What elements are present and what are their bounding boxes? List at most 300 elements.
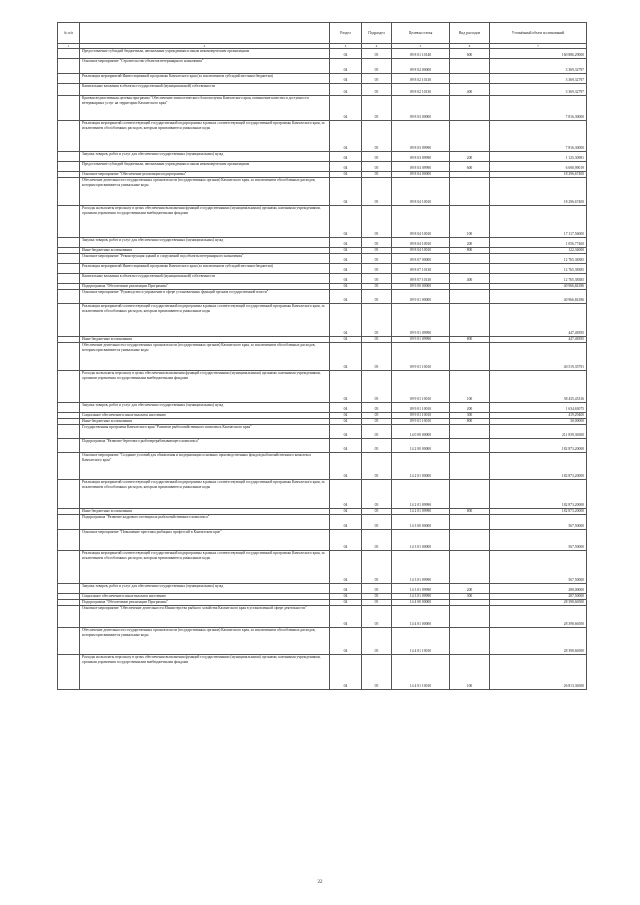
cell-section: 04 bbox=[330, 480, 362, 509]
table-row bbox=[58, 121, 587, 152]
cell-subsection: 05 bbox=[362, 584, 392, 594]
cell-name: Краевая ведомственная целевая программа "Обеспечение эпизоотического благополучия Камчатского края, повышение качества и доступности ветеринарных услуг на территории Камчатского края" bbox=[80, 96, 330, 121]
cell-subsection: 05 bbox=[362, 655, 392, 690]
cell-amount: 18 296,67400 bbox=[490, 178, 587, 206]
cell-amount: 122,34000 bbox=[490, 248, 587, 254]
cell-name: Закупка товаров, работ и услуг для обеспечения государственных (муниципальных) нужд bbox=[80, 238, 330, 248]
cell-amount: 182 873,20000 bbox=[490, 509, 587, 515]
col-number: 7 bbox=[490, 44, 587, 49]
cell-subsection: 05 bbox=[362, 178, 392, 206]
cell-article: 09 8 03 09990 bbox=[392, 162, 450, 172]
cell-no bbox=[58, 606, 80, 628]
cell-subsection: 05 bbox=[362, 600, 392, 606]
cell-no bbox=[58, 74, 80, 84]
appropriations-table bbox=[57, 22, 587, 690]
cell-expense-type: 200 bbox=[450, 403, 490, 413]
cell-name: Основное мероприятие "Обеспечение деятельности Министерства рыбного хозяйства Камчатского края в установленной сфере деятельности" bbox=[80, 606, 330, 628]
cell-amount: 567,50000 bbox=[490, 530, 587, 551]
cell-subsection: 05 bbox=[362, 403, 392, 413]
cell-name: Подпрограмма "Обеспечение реализации Программы" bbox=[80, 284, 330, 290]
cell-subsection: 05 bbox=[362, 509, 392, 515]
header-name bbox=[80, 23, 330, 44]
table-row bbox=[58, 274, 587, 284]
cell-section: 04 bbox=[330, 238, 362, 248]
cell-no bbox=[58, 403, 80, 413]
table-row bbox=[58, 238, 587, 248]
cell-name: Закупка товаров, работ и услуг для обеспечения государственных (муниципальных) нужд bbox=[80, 152, 330, 162]
col-number: 3 bbox=[330, 44, 362, 49]
cell-section: 04 bbox=[330, 284, 362, 290]
cell-no bbox=[58, 178, 80, 206]
cell-amount: 28 398,66500 bbox=[490, 600, 587, 606]
cell-expense-type: 200 bbox=[450, 238, 490, 248]
cell-expense-type bbox=[450, 121, 490, 152]
cell-subsection: 05 bbox=[362, 480, 392, 509]
table-row bbox=[58, 304, 587, 337]
cell-article: 09 8 04 10010 bbox=[392, 238, 450, 248]
cell-subsection: 05 bbox=[362, 371, 392, 403]
cell-amount: 12 765,38385 bbox=[490, 264, 587, 274]
cell-section: 04 bbox=[330, 606, 362, 628]
cell-amount: 182 873,20000 bbox=[490, 480, 587, 509]
cell-article: 09 8 03 00000 bbox=[392, 96, 450, 121]
cell-amount: 567,50000 bbox=[490, 515, 587, 530]
table-row bbox=[58, 425, 587, 439]
cell-section: 04 bbox=[330, 403, 362, 413]
table-row bbox=[58, 343, 587, 371]
cell-name: Закупка товаров, работ и услуг для обеспечения государственных (муниципальных) нужд bbox=[80, 403, 330, 413]
cell-article: 14 3 01 09990 bbox=[392, 551, 450, 584]
cell-section: 04 bbox=[330, 206, 362, 238]
cell-subsection: 05 bbox=[362, 453, 392, 480]
cell-section: 04 bbox=[330, 59, 362, 74]
header-article: Целевая статья bbox=[392, 23, 450, 44]
cell-article: 14 2 01 09990 bbox=[392, 509, 450, 515]
cell-no bbox=[58, 274, 80, 284]
cell-no bbox=[58, 162, 80, 172]
table-row bbox=[58, 655, 587, 690]
cell-subsection: 05 bbox=[362, 413, 392, 419]
cell-subsection: 05 bbox=[362, 274, 392, 284]
cell-expense-type: 200 bbox=[450, 584, 490, 594]
cell-amount: 1 634,63075 bbox=[490, 403, 587, 413]
header-subsection: Подраздел bbox=[362, 23, 392, 44]
cell-subsection: 05 bbox=[362, 264, 392, 274]
cell-name: Основное мероприятие "Строительство объектов ветеринарного назначения" bbox=[80, 59, 330, 74]
cell-amount: 26 813,36500 bbox=[490, 655, 587, 690]
cell-article: 14 4 00 00000 bbox=[392, 600, 450, 606]
table-row bbox=[58, 178, 587, 206]
cell-subsection: 05 bbox=[362, 59, 392, 74]
cell-expense-type: 300 bbox=[450, 413, 490, 419]
cell-expense-type bbox=[450, 178, 490, 206]
cell-section: 04 bbox=[330, 84, 362, 96]
cell-expense-type bbox=[450, 480, 490, 509]
cell-section: 04 bbox=[330, 290, 362, 304]
cell-name: Расходы на выплаты персоналу в целях обеспечения выполнения функций государственными (муниципальными) органами, казенными учреждениями, органами управления государственными внебюджетными фондами bbox=[80, 655, 330, 690]
cell-name: Расходы на выплаты персоналу в целях обеспечения выполнения функций государственными (муниципальными) органами, казенными учреждениями, органами управления государственными внебюджетными фондами bbox=[80, 371, 330, 403]
table-row bbox=[58, 515, 587, 530]
header-section: Раздел bbox=[330, 23, 362, 44]
cell-article: 09 9 01 10010 bbox=[392, 419, 450, 425]
cell-section: 04 bbox=[330, 178, 362, 206]
cell-article: 09 9 01 10010 bbox=[392, 403, 450, 413]
cell-subsection: 05 bbox=[362, 515, 392, 530]
cell-amount: 1 125,30981 bbox=[490, 152, 587, 162]
cell-no bbox=[58, 371, 80, 403]
cell-article: 09 8 02 00000 bbox=[392, 59, 450, 74]
cell-subsection: 05 bbox=[362, 530, 392, 551]
table-row bbox=[58, 162, 587, 172]
cell-no bbox=[58, 264, 80, 274]
cell-amount: 40 519,35791 bbox=[490, 343, 587, 371]
cell-subsection: 05 bbox=[362, 84, 392, 96]
cell-amount: 1 056,77400 bbox=[490, 238, 587, 248]
cell-name: Основное мероприятие "Создание условий для обновления и модернизации основных производственных фондов рыбохозяйственного комплекса Камчатского края" bbox=[80, 453, 330, 480]
cell-no bbox=[58, 304, 80, 337]
cell-subsection: 05 bbox=[362, 254, 392, 264]
cell-section: 04 bbox=[330, 425, 362, 439]
cell-expense-type: 100 bbox=[450, 206, 490, 238]
cell-name: Капитальные вложения в объекты государственной (муниципальной) собственности bbox=[80, 274, 330, 284]
cell-no bbox=[58, 655, 80, 690]
cell-expense-type: 400 bbox=[450, 274, 490, 284]
cell-amount: 40 966,84186 bbox=[490, 290, 587, 304]
cell-expense-type: 100 bbox=[450, 371, 490, 403]
cell-section: 04 bbox=[330, 172, 362, 178]
cell-name: Иные бюджетные ассигнования bbox=[80, 248, 330, 254]
cell-section: 04 bbox=[330, 274, 362, 284]
cell-expense-type: 300 bbox=[450, 594, 490, 600]
cell-amount: 7 816,30000 bbox=[490, 121, 587, 152]
cell-article: 09 9 01 09990 bbox=[392, 337, 450, 343]
cell-amount: 12 765,38385 bbox=[490, 254, 587, 264]
cell-name: Социальное обеспечение и иные выплаты населению bbox=[80, 413, 330, 419]
cell-article: 14 4 01 10010 bbox=[392, 628, 450, 655]
cell-article: 09 9 01 10010 bbox=[392, 371, 450, 403]
cell-expense-type bbox=[450, 606, 490, 628]
cell-no bbox=[58, 480, 80, 509]
cell-name: Подпрограмма "Развитие берегового рыбоперерабатывающего комплекса" bbox=[80, 439, 330, 453]
cell-section: 04 bbox=[330, 515, 362, 530]
cell-name: Расходы на выплаты персоналу в целях обеспечения выполнения функций государственными (муниципальными) органами, казенными учреждениями, органами управления государственными внебюджетными фондами bbox=[80, 206, 330, 238]
cell-article: 14 3 01 09990 bbox=[392, 594, 450, 600]
cell-amount: 287,50000 bbox=[490, 594, 587, 600]
cell-subsection: 05 bbox=[362, 628, 392, 655]
cell-subsection: 05 bbox=[362, 304, 392, 337]
cell-article: 09 8 04 00000 bbox=[392, 172, 450, 178]
cell-name: Реализация мероприятий Инвестиционной программы Камчатского края (за исключением субсидий местным бюджетам) bbox=[80, 264, 330, 274]
cell-subsection: 05 bbox=[362, 162, 392, 172]
cell-amount: 7 816,30000 bbox=[490, 96, 587, 121]
cell-expense-type bbox=[450, 530, 490, 551]
cell-name: Иные бюджетные ассигнования bbox=[80, 337, 330, 343]
cell-name: Основное мероприятие "Обеспечение реализации подпрограммы" bbox=[80, 172, 330, 178]
cell-article: 09 8 02 10130 bbox=[392, 74, 450, 84]
cell-no bbox=[58, 49, 80, 59]
cell-amount: 160 886,29000 bbox=[490, 49, 587, 59]
cell-amount: 419,29400 bbox=[490, 413, 587, 419]
table-row bbox=[58, 628, 587, 655]
cell-amount: 280,00000 bbox=[490, 584, 587, 594]
col-number: 2 bbox=[80, 44, 330, 49]
table-body bbox=[58, 49, 587, 690]
cell-name: Подпрограмма "Развитие кадрового потенциала рыбохозяйственного комплекса" bbox=[80, 515, 330, 530]
cell-amount: 3 369,32797 bbox=[490, 59, 587, 74]
header-no: № п/п bbox=[58, 23, 80, 44]
cell-no bbox=[58, 343, 80, 371]
table-row bbox=[58, 74, 587, 84]
cell-article: 14 3 01 09990 bbox=[392, 584, 450, 594]
table-row bbox=[58, 84, 587, 96]
table-row bbox=[58, 584, 587, 594]
cell-amount: 447,48395 bbox=[490, 304, 587, 337]
cell-subsection: 05 bbox=[362, 425, 392, 439]
cell-article: 09 9 01 10010 bbox=[392, 343, 450, 371]
cell-section: 04 bbox=[330, 264, 362, 274]
cell-section: 04 bbox=[330, 419, 362, 425]
page-number: 22 bbox=[317, 880, 323, 885]
cell-article: 14 2 01 09990 bbox=[392, 480, 450, 509]
cell-no bbox=[58, 530, 80, 551]
table-row bbox=[58, 264, 587, 274]
cell-no bbox=[58, 59, 80, 74]
cell-expense-type bbox=[450, 304, 490, 337]
cell-name: Реализация мероприятий соответствующей государственной подпрограммы в рамках соответствующей государственной программы Камчатского края, за исключением обособленных расходов, которым присваиваются уникальные коды bbox=[80, 304, 330, 337]
cell-section: 04 bbox=[330, 337, 362, 343]
cell-expense-type bbox=[450, 343, 490, 371]
cell-article: 09 8 03 09990 bbox=[392, 121, 450, 152]
cell-section: 04 bbox=[330, 600, 362, 606]
cell-no bbox=[58, 206, 80, 238]
cell-name: Закупка товаров, работ и услуг для обеспечения государственных (муниципальных) нужд bbox=[80, 584, 330, 594]
cell-section: 04 bbox=[330, 439, 362, 453]
cell-no bbox=[58, 290, 80, 304]
cell-amount: 182 873,20000 bbox=[490, 439, 587, 453]
cell-expense-type bbox=[450, 628, 490, 655]
table-row bbox=[58, 96, 587, 121]
cell-subsection: 05 bbox=[362, 594, 392, 600]
cell-no bbox=[58, 584, 80, 594]
table-header-row bbox=[58, 23, 587, 44]
cell-expense-type: 200 bbox=[450, 152, 490, 162]
cell-expense-type bbox=[450, 425, 490, 439]
cell-name: Предоставление субсидий бюджетным, автономным учреждениям и иным некоммерческим организациям bbox=[80, 162, 330, 172]
cell-amount: 40 966,84186 bbox=[490, 284, 587, 290]
cell-subsection: 05 bbox=[362, 290, 392, 304]
cell-amount: 6 690,99019 bbox=[490, 162, 587, 172]
cell-expense-type: 600 bbox=[450, 49, 490, 59]
cell-amount: 567,50000 bbox=[490, 551, 587, 584]
cell-article: 14 3 00 00000 bbox=[392, 515, 450, 530]
cell-name: Иные бюджетные ассигнования bbox=[80, 419, 330, 425]
cell-expense-type: 600 bbox=[450, 162, 490, 172]
cell-amount: 182 873,20000 bbox=[490, 453, 587, 480]
cell-no bbox=[58, 628, 80, 655]
cell-name: Государственная программа Камчатского края "Развитие рыбохозяйственного комплекса Камчатского края" bbox=[80, 425, 330, 439]
cell-subsection: 05 bbox=[362, 284, 392, 290]
cell-amount: 17 117,56000 bbox=[490, 206, 587, 238]
cell-subsection: 05 bbox=[362, 419, 392, 425]
cell-section: 04 bbox=[330, 74, 362, 84]
cell-amount: 18 296,67400 bbox=[490, 172, 587, 178]
budget-document bbox=[57, 22, 586, 690]
table-row bbox=[58, 551, 587, 584]
cell-article: 09 8 04 10010 bbox=[392, 206, 450, 238]
col-number: 5 bbox=[392, 44, 450, 49]
cell-amount: 38 435,43316 bbox=[490, 371, 587, 403]
cell-article: 14 0 00 00000 bbox=[392, 425, 450, 439]
cell-section: 04 bbox=[330, 655, 362, 690]
cell-section: 04 bbox=[330, 121, 362, 152]
cell-article: 09 8 03 09990 bbox=[392, 152, 450, 162]
cell-amount: 12 765,38385 bbox=[490, 274, 587, 284]
col-number: 1 bbox=[58, 44, 80, 49]
cell-article: 09 8 07 10130 bbox=[392, 264, 450, 274]
cell-expense-type: 100 bbox=[450, 655, 490, 690]
cell-subsection: 05 bbox=[362, 74, 392, 84]
cell-expense-type bbox=[450, 515, 490, 530]
cell-no bbox=[58, 425, 80, 439]
cell-subsection: 05 bbox=[362, 551, 392, 584]
cell-section: 04 bbox=[330, 371, 362, 403]
cell-section: 04 bbox=[330, 628, 362, 655]
table-row bbox=[58, 403, 587, 413]
cell-section: 04 bbox=[330, 96, 362, 121]
cell-subsection: 05 bbox=[362, 337, 392, 343]
cell-expense-type: 800 bbox=[450, 337, 490, 343]
cell-section: 04 bbox=[330, 254, 362, 264]
col-number: 4 bbox=[362, 44, 392, 49]
table-row bbox=[58, 254, 587, 264]
table-row bbox=[58, 152, 587, 162]
cell-article: 09 9 00 00000 bbox=[392, 284, 450, 290]
cell-section: 04 bbox=[330, 152, 362, 162]
cell-expense-type bbox=[450, 290, 490, 304]
cell-section: 04 bbox=[330, 584, 362, 594]
cell-no bbox=[58, 121, 80, 152]
cell-name: Реализация мероприятий соответствующей государственной подпрограммы в рамках соответствующей государственной программы Камчатского края, за исключением обособленных расходов, которым присваиваются уникальные коды bbox=[80, 480, 330, 509]
cell-name: Основное мероприятие "Реконструкция зданий и сооружений под объекты ветеринарного назначения" bbox=[80, 254, 330, 264]
table-row bbox=[58, 290, 587, 304]
cell-expense-type bbox=[450, 453, 490, 480]
cell-no bbox=[58, 238, 80, 248]
cell-name: Обеспечение деятельности государственных органов власти (государственных органов) Камчатского края, за исключением обособленных расходов, которым присваиваются уникальные коды bbox=[80, 343, 330, 371]
cell-section: 04 bbox=[330, 453, 362, 480]
cell-name: Иные бюджетные ассигнования bbox=[80, 509, 330, 515]
cell-section: 04 bbox=[330, 248, 362, 254]
cell-section: 04 bbox=[330, 594, 362, 600]
cell-no bbox=[58, 439, 80, 453]
col-number: 6 bbox=[450, 44, 490, 49]
cell-amount: 3 369,32797 bbox=[490, 74, 587, 84]
cell-expense-type bbox=[450, 551, 490, 584]
cell-name: Реализация мероприятий Инвестиционной программы Камчатского края (за исключением субсидий местным бюджетам) bbox=[80, 74, 330, 84]
cell-subsection: 05 bbox=[362, 248, 392, 254]
cell-expense-type bbox=[450, 96, 490, 121]
cell-section: 04 bbox=[330, 413, 362, 419]
cell-name: Обеспечение деятельности государственных органов власти (государственных органов) Камчатского края, за исключением обособленных расходов, которым присваиваются уникальные коды bbox=[80, 628, 330, 655]
cell-article: 14 3 01 00000 bbox=[392, 530, 450, 551]
cell-subsection: 05 bbox=[362, 206, 392, 238]
cell-section: 04 bbox=[330, 304, 362, 337]
cell-expense-type: 800 bbox=[450, 419, 490, 425]
cell-subsection: 05 bbox=[362, 152, 392, 162]
cell-amount: 28 398,66500 bbox=[490, 606, 587, 628]
cell-article: 09 9 01 10010 bbox=[392, 413, 450, 419]
cell-expense-type bbox=[450, 439, 490, 453]
cell-no bbox=[58, 551, 80, 584]
table-row bbox=[58, 49, 587, 59]
cell-subsection: 05 bbox=[362, 49, 392, 59]
cell-article: 09 8 07 10130 bbox=[392, 274, 450, 284]
cell-name: Основное мероприятие "Руководство и управление в сфере установленных функций органов государственной власти" bbox=[80, 290, 330, 304]
cell-amount: 3 369,32797 bbox=[490, 84, 587, 96]
cell-subsection: 05 bbox=[362, 439, 392, 453]
table-row bbox=[58, 59, 587, 74]
table-row bbox=[58, 606, 587, 628]
cell-section: 04 bbox=[330, 530, 362, 551]
cell-subsection: 05 bbox=[362, 96, 392, 121]
cell-expense-type bbox=[450, 264, 490, 274]
cell-article: 09 8 07 00000 bbox=[392, 254, 450, 264]
cell-subsection: 05 bbox=[362, 238, 392, 248]
cell-subsection: 05 bbox=[362, 606, 392, 628]
table-row bbox=[58, 453, 587, 480]
cell-name: Обеспечение деятельности государственных органов власти (государственных органов) Камчатского края, за исключением обособленных расходов, которым присваиваются уникальные коды bbox=[80, 178, 330, 206]
cell-subsection: 05 bbox=[362, 121, 392, 152]
header-expense-type: Вид расходов bbox=[450, 23, 490, 44]
table-row bbox=[58, 480, 587, 509]
cell-article: 09 8 01 10140 bbox=[392, 49, 450, 59]
cell-name: Реализация мероприятий соответствующей государственной подпрограммы в рамках соответствующей государственной программы Камчатского края, за исключением обособленных расходов, которым присваиваются уникальные коды bbox=[80, 551, 330, 584]
cell-section: 04 bbox=[330, 343, 362, 371]
cell-no bbox=[58, 515, 80, 530]
cell-no bbox=[58, 152, 80, 162]
table-row bbox=[58, 439, 587, 453]
cell-amount: 211 839,36500 bbox=[490, 425, 587, 439]
cell-subsection: 05 bbox=[362, 172, 392, 178]
cell-name: Капитальные вложения в объекты государственной (муниципальной) собственности bbox=[80, 84, 330, 96]
header-amount: Уточнённый объем ассигнований bbox=[490, 23, 587, 44]
cell-no bbox=[58, 96, 80, 121]
cell-amount: 447,48395 bbox=[490, 337, 587, 343]
cell-name: Основное мероприятие "Повышение престижа рыбацких профессий в Камчатском крае" bbox=[80, 530, 330, 551]
cell-expense-type: 800 bbox=[450, 248, 490, 254]
cell-expense-type bbox=[450, 254, 490, 264]
cell-article: 14 2 01 00000 bbox=[392, 453, 450, 480]
cell-name: Социальное обеспечение и иные выплаты населению bbox=[80, 594, 330, 600]
cell-expense-type bbox=[450, 74, 490, 84]
cell-section: 04 bbox=[330, 49, 362, 59]
cell-article: 09 8 04 10010 bbox=[392, 248, 450, 254]
cell-amount: 28 398,66500 bbox=[490, 628, 587, 655]
cell-article: 09 8 04 10010 bbox=[392, 178, 450, 206]
cell-no bbox=[58, 84, 80, 96]
cell-article: 14 2 00 00000 bbox=[392, 439, 450, 453]
cell-article: 14 4 01 10010 bbox=[392, 655, 450, 690]
table-row bbox=[58, 371, 587, 403]
cell-article: 09 8 02 10130 bbox=[392, 84, 450, 96]
cell-name: Подпрограмма "Обеспечение реализации Программы" bbox=[80, 600, 330, 606]
cell-article: 09 9 01 00000 bbox=[392, 290, 450, 304]
cell-expense-type: 800 bbox=[450, 509, 490, 515]
cell-name: Предоставление субсидий бюджетным, автономным учреждениям и иным некоммерческим организациям bbox=[80, 49, 330, 59]
cell-subsection: 05 bbox=[362, 343, 392, 371]
cell-no bbox=[58, 254, 80, 264]
table-row bbox=[58, 530, 587, 551]
cell-amount: 30,00000 bbox=[490, 419, 587, 425]
